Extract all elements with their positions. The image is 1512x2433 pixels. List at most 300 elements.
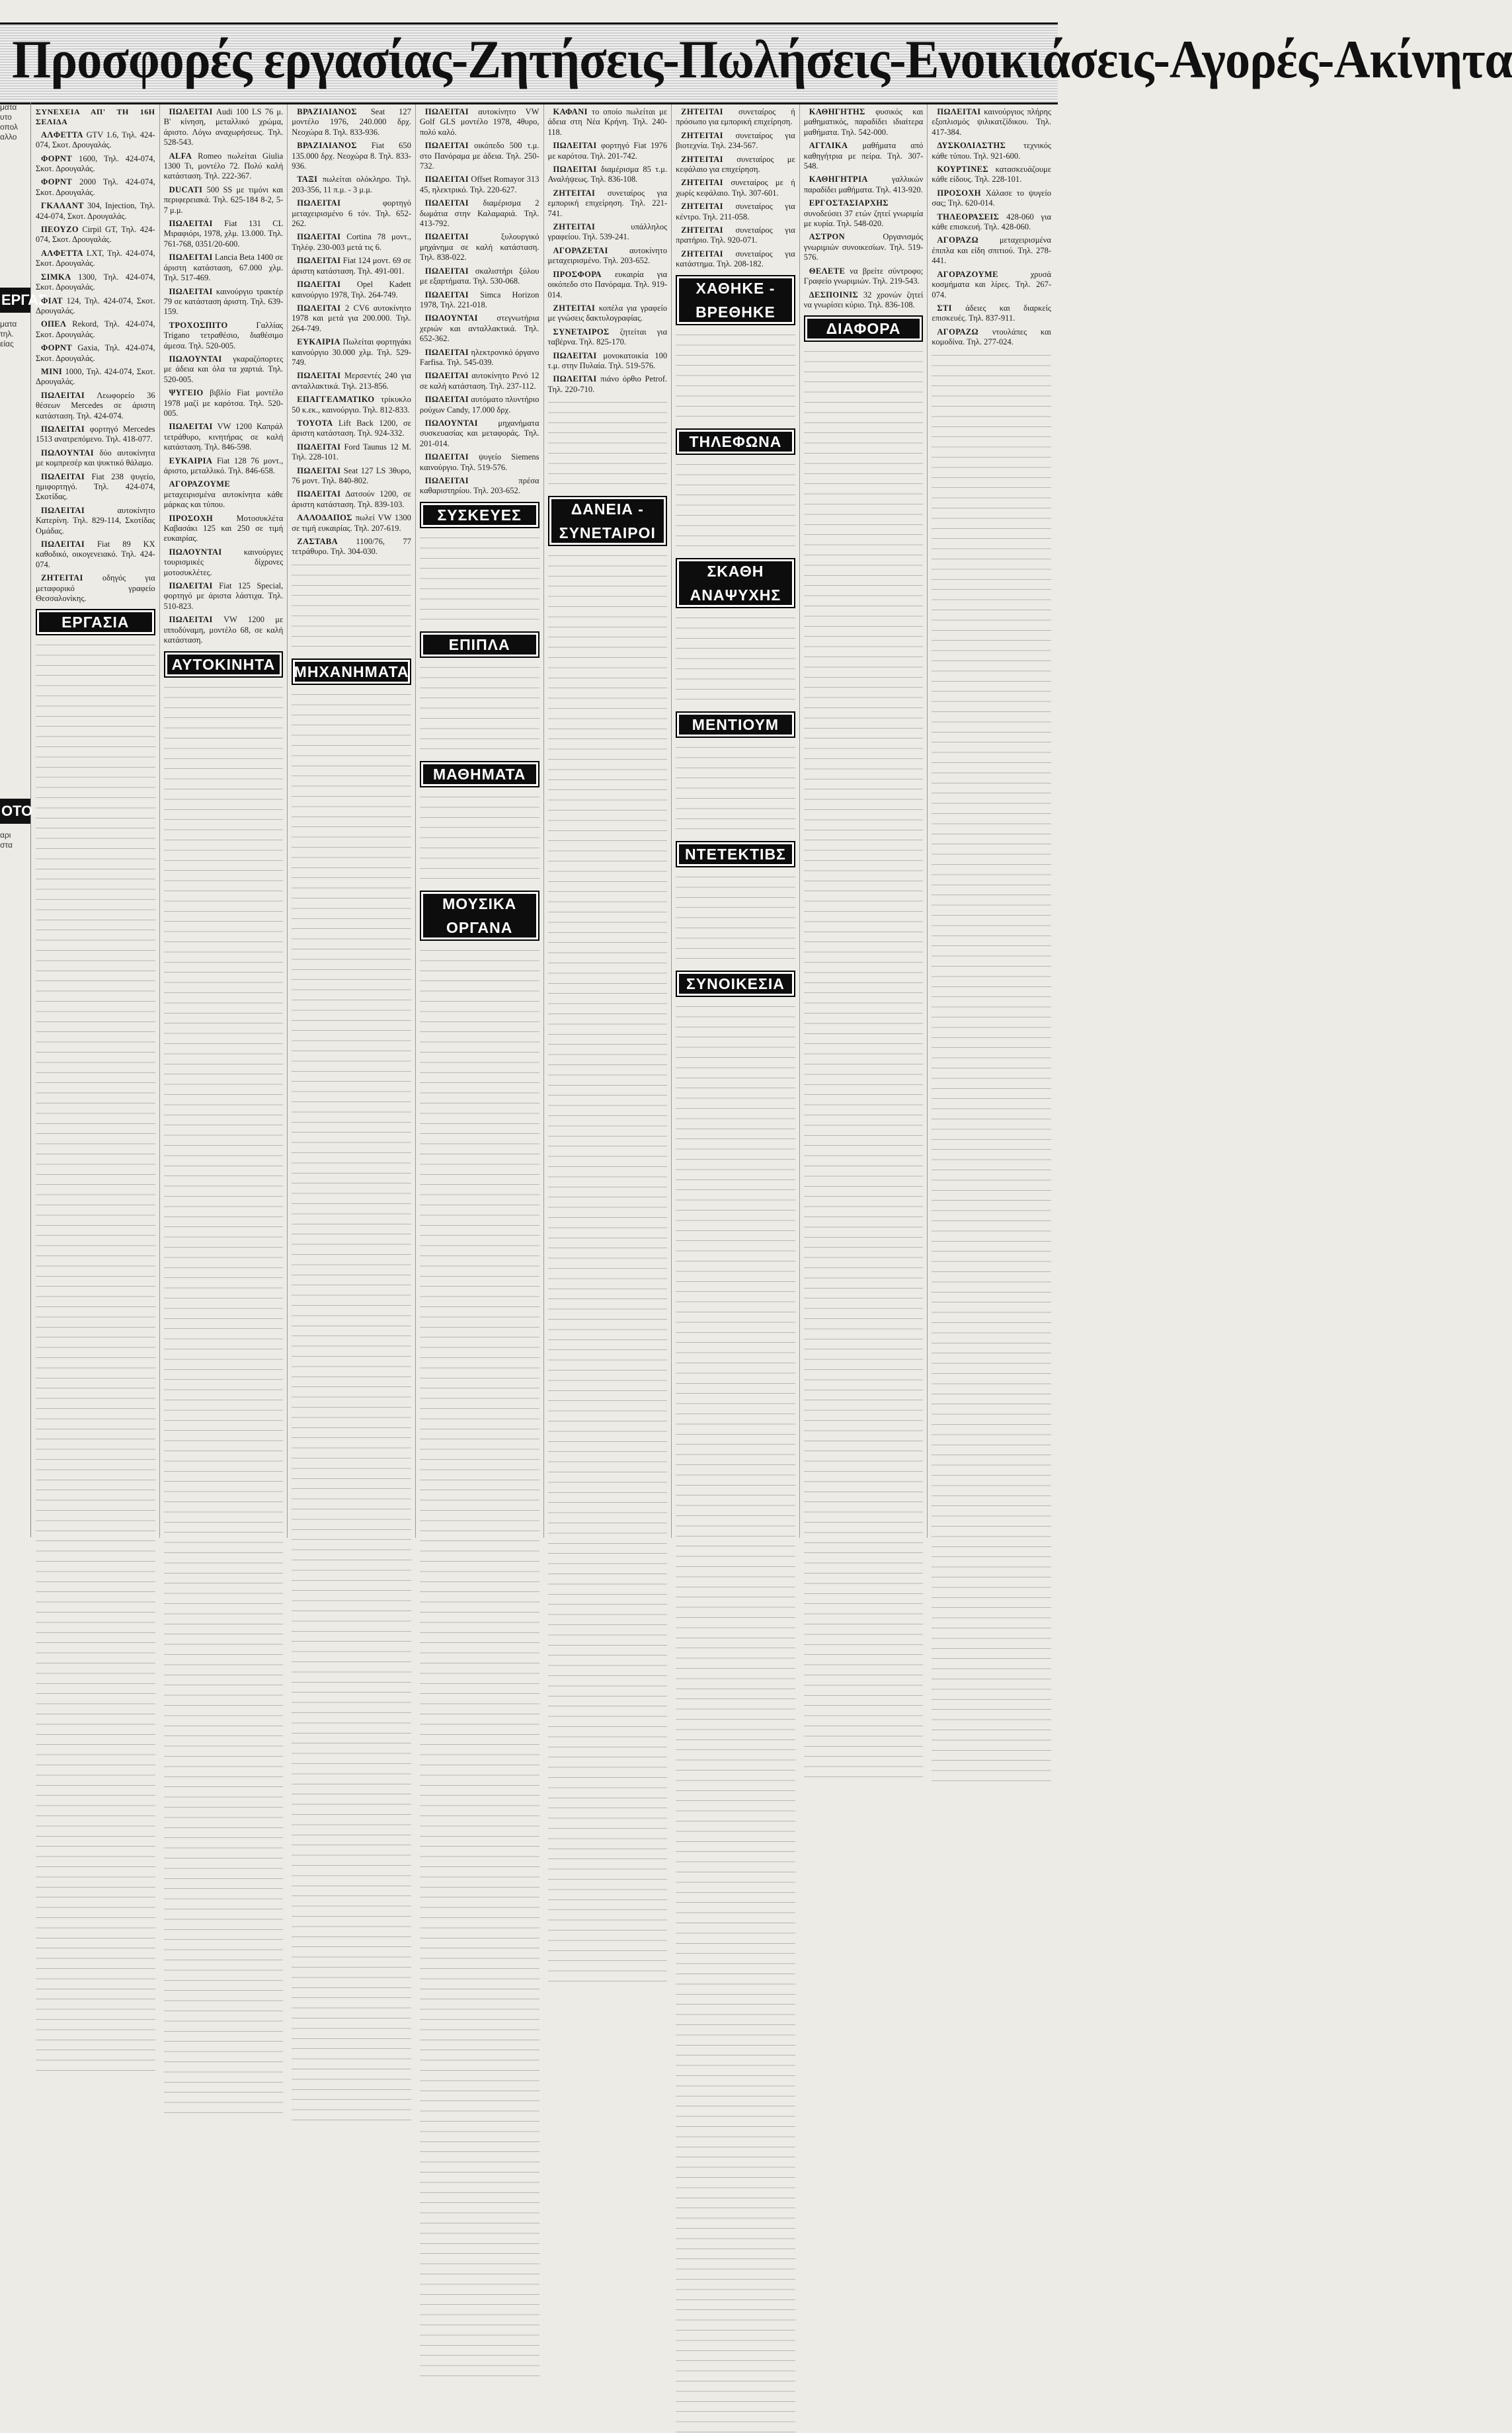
classified-ad xyxy=(292,280,411,300)
column-1 xyxy=(32,104,160,1538)
classified-ad xyxy=(676,202,795,222)
classified-ad xyxy=(36,573,155,604)
ad-text: Χάλασε το ψυγείο σας; Τηλ. 620-014. xyxy=(932,188,1052,208)
classified-ad xyxy=(36,539,155,570)
text-filler xyxy=(804,347,924,1778)
ad-keyword: ΠΩΛΕΙΤΑΙ xyxy=(297,489,341,499)
ad-text: οικόπεδο 500 τ.μ. στο Πανόραμα με άδεια. Τηλ. 250-732. xyxy=(419,141,539,171)
ad-keyword: ΤΡΟΧΟΣΠΙΤΟ xyxy=(169,320,228,330)
classified-ad xyxy=(36,367,155,387)
ad-text: μονοκατοικία 100 τ.μ. στην Πυλαία. Τηλ. 519-576. xyxy=(547,350,668,370)
ad-keyword: ΠΩΛΕΙΤΑΙ xyxy=(553,141,597,151)
ad-keyword: ΠΡΟΣΦΟΡΑ xyxy=(553,269,602,279)
classified-ad xyxy=(292,489,411,510)
ad-list xyxy=(292,107,411,557)
ad-text: 124, Τηλ. 424-074, Σκοτ. Δρουγαλάς. xyxy=(36,296,155,315)
text-filler xyxy=(676,460,795,553)
classified-ad xyxy=(548,303,668,324)
classified-ad xyxy=(420,290,539,311)
section-heading: ΣΚΑΘΗ ΑΝΑΨΥΧΗΣ xyxy=(676,558,795,608)
ad-text: Fiat 238 ψυγείο, ημιφορτηγό. Τηλ. 424-074, Σκοτίδας. xyxy=(36,471,155,502)
ad-text: να βρείτε σύντροφο; Γραφείο γνωριμιών. Τηλ. 219-543. xyxy=(803,266,924,286)
ad-text: υπάλληλος γραφείου. Τηλ. 539-241. xyxy=(547,222,668,242)
ad-text: Seat 127 LS 3θυρο, 76 μοντ. Τηλ. 840-802. xyxy=(292,465,411,485)
ad-keyword: ΚΑΦΑΝΙ xyxy=(553,107,588,116)
classified-ad xyxy=(36,177,155,198)
column-6 xyxy=(672,104,800,1538)
ad-keyword: ΠΩΛΕΙΤΑΙ xyxy=(424,266,469,276)
ad-text: ντουλάπες και κομοδίνα. Τηλ. 277-024. xyxy=(932,327,1051,347)
classified-ad xyxy=(548,270,668,300)
ad-text: Simca Horizon 1978, Τηλ. 221-018. xyxy=(419,290,539,309)
ad-list xyxy=(548,107,668,395)
ad-text: συνεταίρος για κατάστημα. Τηλ. 208-182. xyxy=(676,249,795,269)
ad-text: καινούργιες τουρισμικές δίχρονες μοτοσυκλέτες. xyxy=(163,547,284,577)
text-filler xyxy=(676,743,795,836)
classified-ad xyxy=(36,424,155,445)
text-filler xyxy=(420,534,539,626)
classified-ad xyxy=(36,154,155,175)
strip-fragment: ματα xyxy=(0,319,17,329)
ad-text: Rekord, Τηλ. 424-074, Σκοτ. Δρουγαλάς. xyxy=(36,319,155,339)
ad-text: συνεταίρος με κεφάλαιο για επιχείρηση. xyxy=(676,154,795,175)
text-filler xyxy=(420,946,539,2377)
text-filler xyxy=(292,561,411,653)
ad-keyword: ΠΩΛΕΙΤΑΙ xyxy=(169,581,213,591)
ad-keyword: ΓΚΑΛΑΝΤ xyxy=(41,201,84,211)
ad-text: αυτοκίνητο Ρενό 12 σε καλή κατάσταση. Τηλ. 237-112. xyxy=(419,371,539,391)
ad-text: πωλείται ολόκληρο. Τηλ. 203-356, 11 π.μ. - 3 μ.μ. xyxy=(292,175,411,194)
ad-text: δύο αυτοκίνητα με κομπρεσέρ και ψυκτικό θάλαμο. xyxy=(36,448,155,468)
strip-fragment: υτο xyxy=(0,112,12,122)
strip-section-label: ΟΤΟ xyxy=(0,799,30,824)
ad-text: φορτηγό Fiat 1976 με καρότσα. Τηλ. 201-742. xyxy=(547,141,668,161)
ad-text: 1100/76, 77 τετράθυρο. Τηλ. 304-030. xyxy=(292,537,411,557)
classified-ad xyxy=(292,175,411,195)
ad-text: Μερσεντές 240 για ανταλλακτικά. Τηλ. 213-856. xyxy=(292,371,411,391)
ad-keyword: ΠΩΛΕΙΤΑΙ xyxy=(553,350,597,360)
text-filler xyxy=(420,793,539,885)
ad-text: αυτόματο πλυντήριο ρούχων Candy, 17.000 δρχ. xyxy=(419,395,539,415)
ad-list xyxy=(164,107,284,646)
text-filler xyxy=(420,663,539,756)
classified-ad xyxy=(932,107,1051,138)
ad-keyword: ΠΩΛΕΙΤΑΙ xyxy=(41,390,85,400)
ad-keyword: ΠΩΛΕΙΤΑΙ xyxy=(41,505,85,515)
ad-text: γκαραζόπορτες με άδεια και όλα τα χαρτιά. Τηλ. 520-005. xyxy=(163,354,284,384)
strip-fragment: αρι xyxy=(0,830,11,840)
ad-text: Audi 100 LS 76 μ. Β' κίνηση, μεταλλικό χρώμα, άριστο. Λόγω αναχωρήσεως. Τηλ. 528-543. xyxy=(163,107,284,147)
ad-text: Fiat 131 CL Μιραφιόρι, 1978, χλμ. 13.000. Τηλ. 761-768, 0351/20-600. xyxy=(163,219,284,249)
classified-ad xyxy=(292,466,411,487)
ad-keyword: ΚΟΥΡΤΙΝΕΣ xyxy=(937,165,988,175)
classified-ad xyxy=(420,266,539,287)
ad-keyword: ΠΩΛΕΙΤΑΙ xyxy=(297,280,341,290)
ad-keyword: ΖΗΤΕΙΤΑΙ xyxy=(681,249,723,259)
ad-keyword: ΠΩΛΕΙΤΑΙ xyxy=(169,253,213,262)
ad-text: Δατσούν 1200, σε άριστη κατάσταση. Τηλ. 839-103. xyxy=(292,489,411,509)
column-2 xyxy=(160,104,288,1538)
ad-text: συνεταίρος ή πρόσωπο για εμπορική επιχείρηση. xyxy=(676,107,795,127)
ad-keyword: ΠΩΛΟΥΝΤΑΙ xyxy=(424,418,478,428)
classified-ad xyxy=(164,388,284,419)
classified-columns xyxy=(32,104,1055,1538)
ad-keyword: ΣΙΜΚΑ xyxy=(41,272,71,282)
classified-ad xyxy=(36,296,155,317)
classified-ad xyxy=(36,506,155,536)
ad-keyword: ΠΩΛΕΙΤΑΙ xyxy=(41,539,85,549)
ad-text: ξυλουργικό μηχάνημα σε καλή κατάσταση. Τηλ. 838-022. xyxy=(419,232,539,262)
classified-ad xyxy=(36,343,155,364)
ad-text: LXT, Τηλ. 424-074, Σκοτ. Δρουγαλάς. xyxy=(36,248,155,268)
section-heading: ΣΥΝΟΙΚΕΣΙΑ xyxy=(676,971,795,997)
ad-text: ζητείται για ταβέρνα. Τηλ. 825-170. xyxy=(547,327,668,347)
classified-ad xyxy=(292,419,411,439)
classified-ad xyxy=(420,313,539,344)
classified-ad xyxy=(548,165,668,185)
ad-keyword: ΖΗΤΕΙΤΑΙ xyxy=(681,107,723,116)
classified-ad xyxy=(420,452,539,473)
ad-keyword: ΨΥΓΕΙΟ xyxy=(169,388,204,398)
ad-text: 1000, Τηλ. 424-074, Σκοτ. Δρουγαλάς. xyxy=(36,366,155,387)
classified-ad xyxy=(548,107,668,138)
ad-keyword: ΠΩΛΕΙΤΑΙ xyxy=(424,347,469,357)
ad-keyword: ΠΩΛΕΙΤΑΙ xyxy=(553,165,597,175)
classified-ad xyxy=(804,266,924,287)
classified-ad xyxy=(548,188,668,219)
ad-text: Ford Taunus 12 Μ. Τηλ. 228-101. xyxy=(292,442,411,462)
ad-keyword: ΕΠΑΓΓΕΛΜΑΤΙΚΟ xyxy=(297,395,375,405)
ad-keyword: DUCATI xyxy=(169,184,203,194)
ad-keyword: ΠΩΛΕΙΤΑΙ xyxy=(41,424,85,434)
ad-keyword: ΖΗΤΕΙΤΑΙ xyxy=(681,202,723,212)
text-filler xyxy=(676,1002,795,2433)
ad-keyword: ΤΑΞΙ xyxy=(297,175,318,184)
classified-ad xyxy=(164,456,284,477)
classified-ad xyxy=(292,442,411,463)
ad-keyword: ΑΓΟΡΑΖΕΤΑΙ xyxy=(553,245,608,255)
ad-text: διαμέρισμα 2 δωμάτια στην Καλαμαριά. Τηλ. 413-792. xyxy=(419,198,539,229)
section-heading: ΔΙΑΦΟΡΑ xyxy=(804,315,924,342)
classified-ad xyxy=(164,581,284,612)
ad-text: συνεταίρος για βιοτεχνία. Τηλ. 234-567. xyxy=(676,130,795,151)
column-3 xyxy=(288,104,416,1538)
ad-text: κατασκευάζουμε κάθε είδους. Τηλ. 228-101. xyxy=(932,165,1051,184)
ad-text: πρέσα καθαριστηρίου. Τηλ. 203-652. xyxy=(419,476,539,496)
column-heading: ΣΥΝΕΧΕΙΑ ΑΠ' ΤΗ 16Η ΣΕΛΙΔΑ xyxy=(36,107,155,127)
ad-keyword: ΑΛΦΕΤΤΑ xyxy=(41,248,83,258)
classified-ad xyxy=(676,178,795,198)
ad-keyword: ΠΩΛΟΥΝΤΑΙ xyxy=(169,547,222,557)
classified-ad xyxy=(36,201,155,221)
ad-text: αυτοκίνητο Κατερίνη. Τηλ. 829-114, Σκοτίδας Ομάδας. xyxy=(36,505,155,536)
classified-ad xyxy=(420,198,539,229)
section-heading: ΝΤΕΤΕΚΤΙΒΣ xyxy=(676,841,795,867)
classified-ad xyxy=(292,303,411,334)
ad-keyword: ΔΕΣΠΟΙΝΙΣ xyxy=(809,290,859,299)
ad-text: Fiat 125 Special, φορτηγό με άριστα λάστιχα. Τηλ. 510-823. xyxy=(163,581,284,611)
ad-keyword: ΦΙΑΤ xyxy=(41,296,63,305)
classified-ad xyxy=(292,371,411,391)
ad-keyword: ΠΩΛΕΙΤΑΙ xyxy=(169,286,213,296)
classified-ad xyxy=(36,448,155,469)
ad-keyword: ΠΩΛΕΙΤΑΙ xyxy=(424,232,469,242)
ad-text: Fiat 124 μοντ. 69 σε άριστη κατάσταση. Τηλ. 491-001. xyxy=(292,256,411,276)
text-filler xyxy=(676,614,795,706)
strip-fragment: τηλ. xyxy=(0,329,14,339)
ad-list xyxy=(804,107,924,310)
classified-ad xyxy=(164,479,284,510)
section-heading: ΣΥΣΚΕΥΕΣ xyxy=(420,502,539,528)
ad-keyword: ΕΡΓΟΣΤΑΣΙΑΡΧΗΣ xyxy=(809,198,889,208)
classified-ad xyxy=(164,615,284,645)
classified-ad xyxy=(292,256,411,276)
ad-text: Fiat 128 76 μοντ., άριστο, μεταλλικό. Τηλ. 846-658. xyxy=(163,456,284,475)
classified-ad xyxy=(164,354,284,385)
ad-text: στεγνωτήρια χεριών και ανταλλακτικά. Τηλ. 652-362. xyxy=(419,313,539,344)
classified-ad xyxy=(932,141,1051,161)
classified-ad xyxy=(292,232,411,253)
ad-text: πωλεί VW 1300 σε τιμή ευκαιρίας. Τηλ. 207-619. xyxy=(292,513,411,533)
ad-text: χρυσά κοσμήματα και λίρες. Τηλ. 267-074. xyxy=(932,269,1051,299)
ad-keyword: ΟΠΕΛ xyxy=(41,319,67,329)
classified-ad xyxy=(676,155,795,175)
ad-keyword: ΠΩΛΟΥΝΤΑΙ xyxy=(41,448,95,458)
text-filler xyxy=(164,683,284,2114)
ad-text: φορτηγό μεταχειρισμένο 6 τόν. Τηλ. 652-262. xyxy=(292,198,411,229)
ad-text: Lift Back 1200, σε άριστη κατάσταση. Τηλ. 924-332. xyxy=(292,418,411,438)
ad-text: συνεταίρος για κέντρο. Τηλ. 211-058. xyxy=(676,202,795,221)
ad-text: διαμέρισμα 85 τ.μ. Αναλήψεως. Τηλ. 836-108. xyxy=(547,165,668,184)
ad-keyword: ΠΩΛΟΥΝΤΑΙ xyxy=(424,313,478,323)
section-heading: ΜΑΘΗΜΑΤΑ xyxy=(420,761,539,787)
ad-keyword: ALFA xyxy=(169,151,192,161)
ad-keyword: ΤΟΥΟΤΑ xyxy=(297,418,333,428)
classified-ad xyxy=(292,537,411,557)
ad-text: καινούργιο τρακτέρ 79 σε κατάσταση άριστη. Τηλ. 639-159. xyxy=(163,286,284,317)
column-8 xyxy=(928,104,1055,1538)
ad-keyword: ΖΗΤΕΙΤΑΙ xyxy=(553,188,596,198)
ad-text: Lancia Beta 1400 σε άριστη κατάσταση, 67.000 χλμ. Τηλ. 517-469. xyxy=(163,253,284,283)
ad-text: τρίκυκλο 50 κ.εκ., καινούργιο. Τηλ. 812-833. xyxy=(292,395,411,415)
ad-text: αυτοκίνητο μεταχειρισμένο. Τηλ. 203-652. xyxy=(547,245,668,266)
ad-keyword: ΑΓΟΡΑΖΟΥΜΕ xyxy=(169,479,231,489)
text-filler xyxy=(676,873,795,965)
text-filler xyxy=(292,690,411,2121)
ad-text: Gaxia, Τηλ. 424-074, Σκοτ. Δρουγαλάς. xyxy=(36,343,155,363)
ad-text: Cirpil GT, Τηλ. 424-074, Σκοτ. Δρουγαλάς. xyxy=(36,225,155,245)
ad-text: Μοτοσυκλέτα Καβασάκι 125 και 250 σε τιμή ευκαιρίας. xyxy=(163,513,284,543)
ad-keyword: ΠΩΛΕΙΤΑΙ xyxy=(297,256,341,266)
ad-keyword: ΠΩΛΕΙΤΑΙ xyxy=(169,615,213,625)
ad-keyword: ΠΩΛΕΙΤΑΙ xyxy=(424,290,469,299)
ad-keyword: ΖΑΣΤΑΒΑ xyxy=(297,537,338,547)
classified-ad xyxy=(36,130,155,151)
ad-keyword: ΣΥΝΕΤΑΙΡΟΣ xyxy=(553,327,610,337)
strip-fragment: ματα xyxy=(0,102,17,112)
ad-text: Seat 127 μοντέλο 1976, 240.000 δρχ. Νεοχώρα 8. Τηλ. 833-936. xyxy=(292,107,411,137)
classified-ad xyxy=(548,141,668,161)
classified-ad xyxy=(932,188,1051,209)
ad-text: καινούργιος πλήρης εξοπλισμός ψιλικατζίδικου. Τηλ. 417-384. xyxy=(932,107,1051,137)
ad-keyword: ΑΛΛΟΔΑΠΟΣ xyxy=(297,513,352,523)
ad-list xyxy=(676,107,795,270)
classified-ad xyxy=(420,175,539,195)
classified-ad xyxy=(420,141,539,171)
classified-ad xyxy=(292,337,411,368)
ad-keyword: ΖΗΤΕΙΤΑΙ xyxy=(553,303,596,313)
ad-keyword: ΠΡΟΣΟΧΗ xyxy=(169,513,214,523)
classified-ad xyxy=(164,151,284,182)
ad-text: 1300, Τηλ. 424-074, Σκοτ. Δρουγαλάς. xyxy=(36,272,155,292)
section-heading: ΧΑΘΗΚΕ - ΒΡΕΘΗΚΕ xyxy=(676,275,795,325)
ad-keyword: ΖΗΤΕΙΤΑΙ xyxy=(681,130,723,140)
ad-keyword: ΖΗΤΕΙΤΑΙ xyxy=(681,225,723,235)
classified-ad xyxy=(292,198,411,229)
banner-title: Προσφορές εργασίας-Ζητήσεις-Πωλήσεις-Ενοικιάσεις-Αγορές-Ακίνητα xyxy=(12,29,1512,89)
ad-keyword: ΦΟΡΝΤ xyxy=(41,177,73,187)
ad-keyword: ΜΙΝΙ xyxy=(41,366,63,376)
ad-text: σκαλιστήρι ξύλου με εξαρτήματα. Τηλ. 530-068. xyxy=(419,266,539,286)
ad-keyword: ΠΩΛΕΙΤΑΙ xyxy=(424,107,469,116)
ad-text: 428-060 για κάθε επισκευή. Τηλ. 428-060. xyxy=(932,212,1051,232)
ad-text: φυσικός και μαθηματικός, παραδίδει ιδιαίτερα μαθήματα. Τηλ. 542-000. xyxy=(803,107,924,137)
ad-keyword: ΣΤΙ xyxy=(937,303,952,313)
classified-ad xyxy=(36,272,155,293)
classifieds-banner xyxy=(0,22,1512,104)
classified-ad xyxy=(36,472,155,502)
ad-text: μαθήματα από καθηγήτρια με πείρα. Τηλ. 307-548. xyxy=(803,141,924,171)
ad-keyword: ΘΕΛΕΤΕ xyxy=(809,266,846,276)
ad-text: ευκαιρία για οικόπεδο στο Πανόραμα. Τηλ. 919-014. xyxy=(547,269,668,299)
ad-text: αυτοκίνητο VW Golf GLS μοντέλο 1978, 4θυρο, πολύ καλό. xyxy=(419,107,539,137)
classified-ad xyxy=(164,219,284,249)
strip-fragment: στα xyxy=(0,840,13,850)
classified-ad xyxy=(420,419,539,449)
ad-text: ηλεκτρονικό όργανο Farfisa. Τηλ. 545-039. xyxy=(419,347,539,367)
ad-keyword: ΒΡΑΖΙΛΙΑΝΟΣ xyxy=(297,141,357,151)
ad-text: το οποίο πωλείται με άδεια στη Νέα Κρήνη. Τηλ. 240-118. xyxy=(547,107,668,137)
classified-ad xyxy=(932,270,1051,300)
ad-text: Πωλείται φορτηγάκι καινούργιο 30.000 χλμ. Τηλ. 529-749. xyxy=(292,337,411,367)
ad-text: μεταχειρισμένα αυτοκίνητα κάθε μάρκας και τύπου. xyxy=(163,489,284,510)
ad-text: συνεταίρος για εμπορική επιχείρηση. Τηλ. 221-741. xyxy=(547,188,668,218)
classified-ad xyxy=(36,391,155,421)
classified-ad xyxy=(164,514,284,544)
classified-ad xyxy=(292,107,411,138)
ad-text: άδειες και διαρκείς επισκευές. Τηλ. 837-911. xyxy=(932,303,1051,323)
column-7 xyxy=(800,104,928,1538)
classified-ad xyxy=(164,185,284,216)
classified-ad xyxy=(676,225,795,246)
ad-keyword: ΠΩΛΕΙΤΑΙ xyxy=(424,395,469,405)
classified-ad xyxy=(932,212,1051,233)
ad-text: κοπέλα για γραφείο με γνώσεις δακτυλογραφίας. xyxy=(547,303,668,323)
ad-text: 2000 Τηλ. 424-074, Σκοτ. Δρουγαλάς. xyxy=(36,177,155,197)
classified-ad xyxy=(548,222,668,243)
ad-keyword: ΠΩΛΕΙΤΑΙ xyxy=(297,371,341,381)
ad-keyword: ΠΩΛΕΙΤΑΙ xyxy=(937,107,981,116)
ad-keyword: ΠΩΛΕΙΤΑΙ xyxy=(553,374,597,384)
classified-ad xyxy=(804,175,924,195)
ad-text: μεταχειρισμένα έπιπλα και είδη σπιτιού. Τηλ. 278-441. xyxy=(932,235,1051,266)
ad-text: συνεταίρος για πρατήριο. Τηλ. 920-071. xyxy=(676,225,795,245)
ad-keyword: ΠΩΛΕΙΤΑΙ xyxy=(424,141,469,151)
ad-text: Οργανισμός γνωριμιών συνοικεσίων. Τηλ. 519-576. xyxy=(803,232,924,262)
classified-ad xyxy=(164,547,284,578)
ad-keyword: ΖΗΤΕΙΤΑΙ xyxy=(681,178,723,188)
section-heading: ΜΟΥΣΙΚΑ ΟΡΓΑΝΑ xyxy=(420,891,539,941)
ad-text: Γαλλίας Trigano τετραθέσιο, διαθέσιμο άμεσα. Τηλ. 520-005. xyxy=(163,320,284,350)
ad-keyword: ΠΩΛΕΙΤΑΙ xyxy=(169,422,213,432)
ad-text: Λεωφορείο 36 θέσεων Mercedes σε άριστη κατάσταση. Τηλ. 424-074. xyxy=(36,390,155,420)
ad-text: μηχανήματα συσκευασίας και μεταφοράς. Τηλ. 201-014. xyxy=(419,418,539,448)
ad-keyword: ΕΥΚΑΙΡΙΑ xyxy=(297,337,340,347)
classified-ad xyxy=(292,395,411,415)
ad-text: 1600, Τηλ. 424-074, Σκοτ. Δρουγαλάς. xyxy=(36,153,155,174)
ad-keyword: ΠΡΟΣΟΧΗ xyxy=(937,188,981,198)
ad-list xyxy=(420,107,539,497)
ad-keyword: ΑΓΓΛΙΚΑ xyxy=(809,141,848,151)
ad-text: Romeo πωλείται Giulia 1300 Τι, μοντέλο 72. Πολύ καλή κατάσταση. Τηλ. 222-367. xyxy=(163,151,284,181)
ad-keyword: ΠΩΛΕΙΤΑΙ xyxy=(169,219,213,229)
ad-text: Opel Kadett καινούργιο 1978, Τηλ. 264-749. xyxy=(292,280,411,299)
classified-ad xyxy=(164,287,284,317)
classified-ad xyxy=(932,235,1051,266)
text-filler xyxy=(548,551,668,1982)
classified-ad xyxy=(420,107,539,138)
ad-keyword: ΖΗΤΕΙΤΑΙ xyxy=(681,154,723,164)
ad-text: Fiat 89 KX καθοδικό, οικογενειακό. Τηλ. 424-074. xyxy=(36,539,155,569)
classified-ad xyxy=(548,246,668,266)
classified-ad xyxy=(164,107,284,148)
ad-keyword: ΠΩΛΕΙΤΑΙ xyxy=(297,442,341,452)
classified-ad xyxy=(292,141,411,171)
ad-keyword: ΠΩΛΕΙΤΑΙ xyxy=(169,107,213,116)
ad-keyword: ΑΣΤΡΟΝ xyxy=(809,232,846,242)
classified-ad xyxy=(36,249,155,269)
ad-text: πιάνο όρθιο Petrof. Τηλ. 220-710. xyxy=(547,374,668,394)
left-margin-strip xyxy=(0,102,48,1537)
text-filler xyxy=(932,351,1051,1782)
strip-fragment: είας xyxy=(0,339,14,348)
section-heading: ΤΗΛΕΦΩΝΑ xyxy=(676,428,795,455)
classified-ad xyxy=(804,232,924,262)
ad-text: 500 SS με τιμόνι και περιφερειακά. Τηλ. 625-184 8-2, 5-7 μ.μ. xyxy=(163,184,284,215)
ad-keyword: ΠΩΛΕΙΤΑΙ xyxy=(297,465,341,475)
section-heading: ΑΥΤΟΚΙΝΗΤΑ xyxy=(164,651,284,678)
classified-ad xyxy=(548,327,668,348)
classified-ad xyxy=(548,374,668,395)
ad-keyword: ΠΩΛΕΙΤΑΙ xyxy=(424,452,469,462)
ad-text: GTV 1.6, Τηλ. 424-074, Σκοτ. Δρουγαλάς. xyxy=(36,130,155,150)
section-heading: ΕΡΓΑΣΙΑ xyxy=(36,609,155,635)
ad-text: φορτηγό Mercedes 1513 ανατρεπόμενο. Τηλ. 418-077. xyxy=(36,424,155,444)
strip-fragment: αλλο xyxy=(0,132,17,141)
classified-ad xyxy=(164,253,284,283)
ad-list xyxy=(36,130,155,604)
classified-ad xyxy=(420,232,539,262)
classified-ad xyxy=(36,319,155,340)
ad-text: 304, Injection, Τηλ. 424-074, Σκοτ. Δρουγαλάς. xyxy=(36,201,155,221)
section-heading: ΜΕΝΤΙΟΥΜ xyxy=(676,711,795,738)
text-filler xyxy=(676,331,795,423)
ad-keyword: ΕΥΚΑΙΡΙΑ xyxy=(169,456,213,465)
ad-list xyxy=(932,107,1051,348)
ad-text: VW 1200 Καπράλ τετράθυρο, κινητήρας σε καλή κατάσταση. Τηλ. 846-598. xyxy=(163,422,284,452)
ad-keyword: ΑΓΟΡΑΖΟΥΜΕ xyxy=(937,269,998,279)
ad-text: συνεταίρος με ή χωρίς κεφάλαιο. Τηλ. 307-601. xyxy=(676,178,795,198)
